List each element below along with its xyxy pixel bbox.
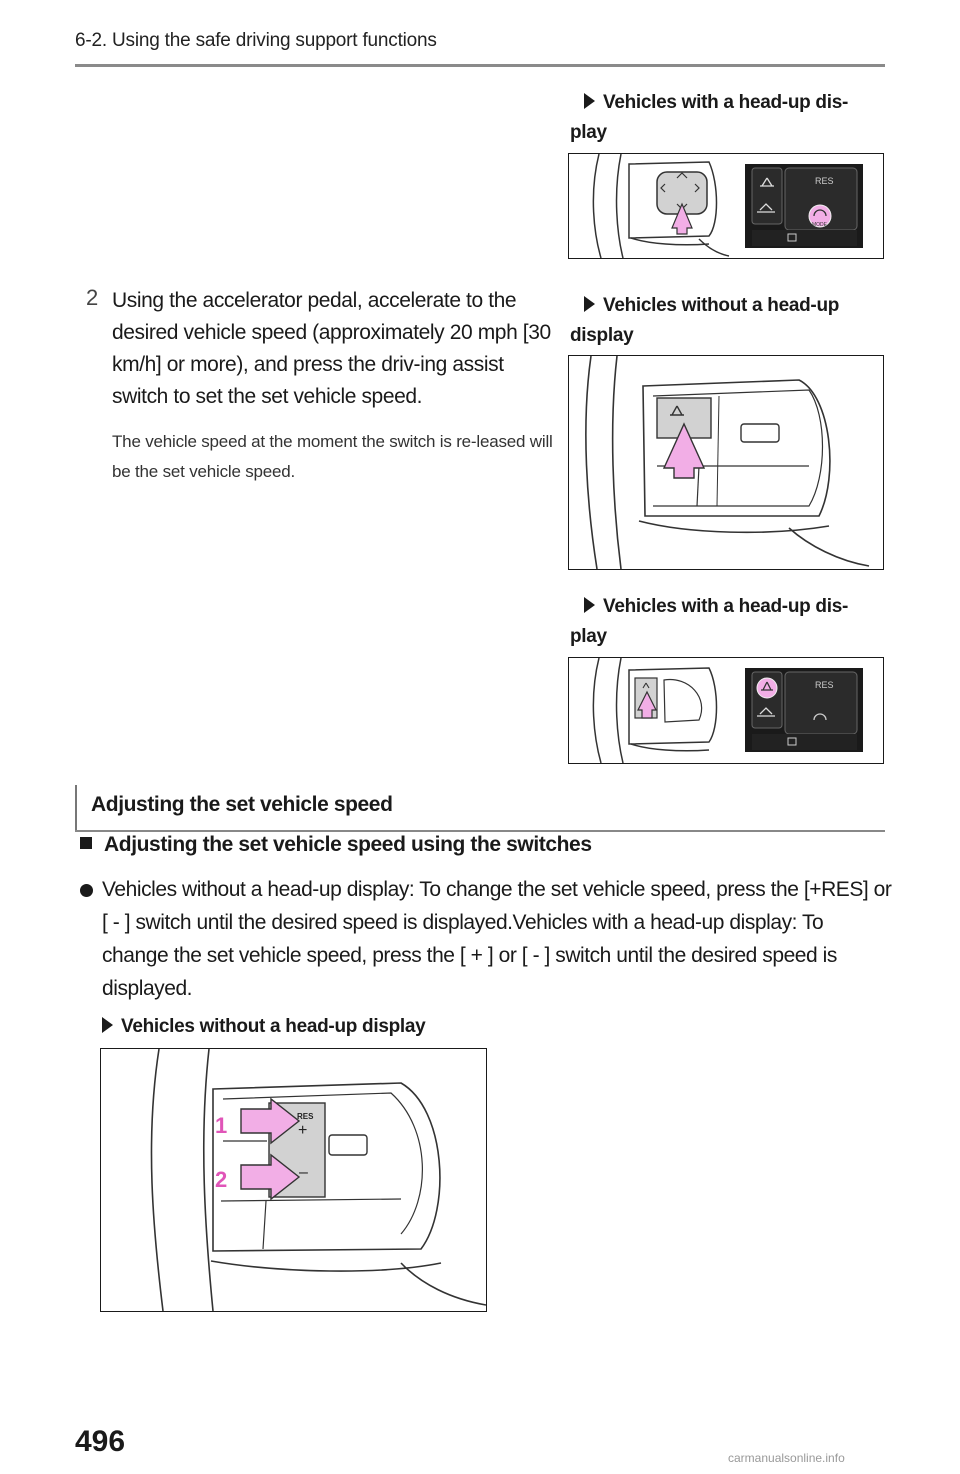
bullet-text: Vehicles without a head-up display: To change the set vehicle speed, press the [+RES] or [ - ] switch until the desired speed is displayed.Vehicles with a head-up display: To change the set vehicle speed, press the [ + ] or [ - ] switch until the desired speed is displayed. (102, 878, 892, 1000)
steering-assist-hud-illustration (569, 658, 883, 763)
steering-switch-hud-illustration (569, 154, 883, 258)
figure-caption-hud-1: Vehicles with a head-up dis- play (570, 92, 848, 143)
header-rule (75, 64, 885, 67)
callout-2: 2 (215, 1167, 228, 1192)
figure-caption-no-hud: Vehicles without a head-up display (570, 295, 840, 346)
step-2-text: Using the accelerator pedal, accelerate to the desired vehicle speed (approximately 20 mph [30 km/h] or more), and press the driv-ing assist switch to set the set vehicle speed. (112, 289, 551, 408)
step-2 (86, 285, 556, 487)
mode-label: MODE (812, 222, 827, 228)
subheading: Adjusting the set vehicle speed using the switches (80, 833, 592, 857)
triangle-bullet-icon (584, 296, 595, 312)
triangle-bullet-icon (102, 1017, 113, 1033)
section-rule (75, 830, 885, 832)
step-number: 2 (86, 285, 99, 310)
steering-res-minus-illustration (101, 1049, 486, 1311)
figure-steering-no-hud (568, 355, 884, 570)
triangle-bullet-icon (584, 93, 595, 109)
steering-assist-switch-illustration (569, 356, 883, 569)
minus-label: – (299, 1164, 308, 1181)
res-label: RES (297, 1112, 314, 1121)
plus-label: + (298, 1122, 308, 1139)
running-header: 6-2. Using the safe driving support functions (75, 30, 437, 51)
figure-caption-no-hud-2: Vehicles without a head-up display (88, 1012, 508, 1042)
watermark: carmanualsonline.info (728, 1451, 845, 1465)
figure-steering-res-minus (100, 1048, 487, 1312)
triangle-bullet-icon (584, 597, 595, 613)
res-label: RES (815, 680, 834, 690)
callout-1: 1 (215, 1113, 228, 1138)
figure-steering-hud-2 (568, 657, 884, 764)
figure-steering-hud-1 (568, 153, 884, 259)
round-bullet-icon (80, 884, 93, 897)
figure-caption-hud-2: Vehicles with a head-up dis-play (570, 596, 848, 647)
square-bullet-icon (80, 837, 92, 849)
res-label: RES (815, 176, 834, 186)
section-heading: Adjusting the set vehicle speed (75, 785, 887, 831)
page-number: 496 (75, 1425, 126, 1458)
step-2-note: The vehicle speed at the moment the switch is re-leased will be the set vehicle speed. (112, 432, 553, 481)
